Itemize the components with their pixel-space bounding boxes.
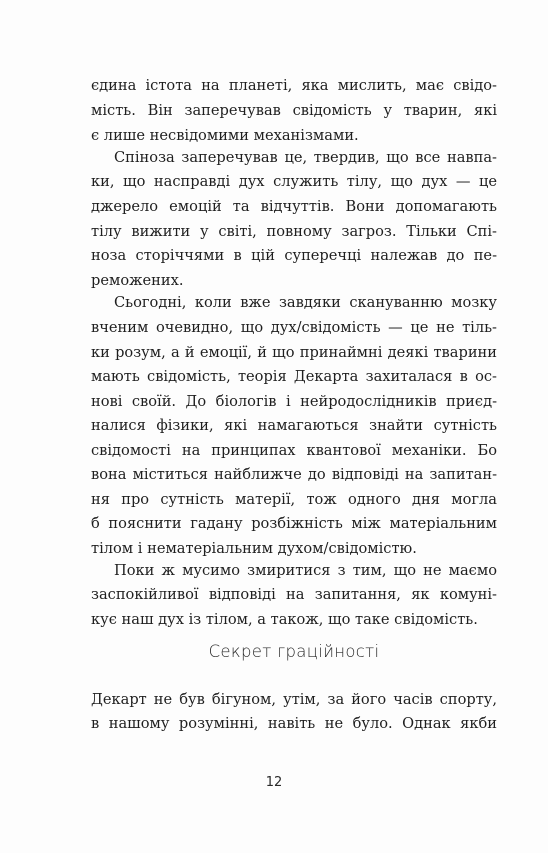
text-line: б пояснити гадану розбіжність між матеріальним	[91, 515, 497, 532]
text-line: вченим очевидно, що дух/свідомість — це не тіль-	[91, 319, 497, 336]
text-line: ки розум, а й емоції, й що принаймні деякі тварини	[91, 344, 497, 361]
text-line: ки, що насправді дух служить тілу, що дух — це	[91, 173, 497, 190]
text-line: мають свідомість, теорія Декарта захиталася в ос-	[91, 368, 497, 385]
text-line: свідомості на принципах квантової механіки. Бо	[91, 442, 497, 459]
text-line: Спіноза заперечував це, твердив, що все навпа-	[114, 149, 497, 166]
page-number: 12	[265, 775, 283, 790]
text-line: джерело емоцій та відчуттів. Вони допомагають	[91, 198, 497, 215]
text-line: Сьогодні, коли вже завдяки скануванню мозку	[114, 294, 497, 311]
text-line: нові своїй. До біологів і нейродослідників приєд-	[91, 393, 497, 410]
text-line: Поки ж мусимо змиритися з тим, що не маємо	[114, 562, 497, 579]
text-line: налися фізики, які намагаються знайти сутність	[91, 417, 497, 434]
text-line: вона міститься найближче до відповіді на запитан-	[91, 466, 497, 483]
text-line: заспокійливої відповіді на запитання, як комуні-	[91, 586, 497, 603]
text-line: єдина істота на планеті, яка мислить, має свідо-	[91, 77, 497, 94]
text-line: реможених.	[91, 272, 184, 289]
text-line: Декарт не був бігуном, утім, за його часів спорту,	[91, 691, 497, 708]
text-line: ноза сторіччями в цій суперечці належав до пе-	[91, 247, 497, 264]
text-line: тілом і нематеріальним духом/свідомістю.	[91, 540, 417, 557]
text-line: тілу вижити у світі, повному загроз. Тільки Спі-	[91, 223, 497, 240]
text-line: є лише несвідомими механізмами.	[91, 127, 359, 144]
text-line: мість. Він заперечував свідомість у тварин, які	[91, 102, 497, 119]
text-line: ня про сутність матерії, тож одного дня могла	[91, 491, 497, 508]
text-line: в нашому розумінні, навіть не було. Однак якби	[91, 715, 497, 732]
text-line: кує наш дух із тілом, а також, що таке свідомість.	[91, 611, 478, 628]
section-heading: Секрет граційності	[208, 642, 380, 661]
